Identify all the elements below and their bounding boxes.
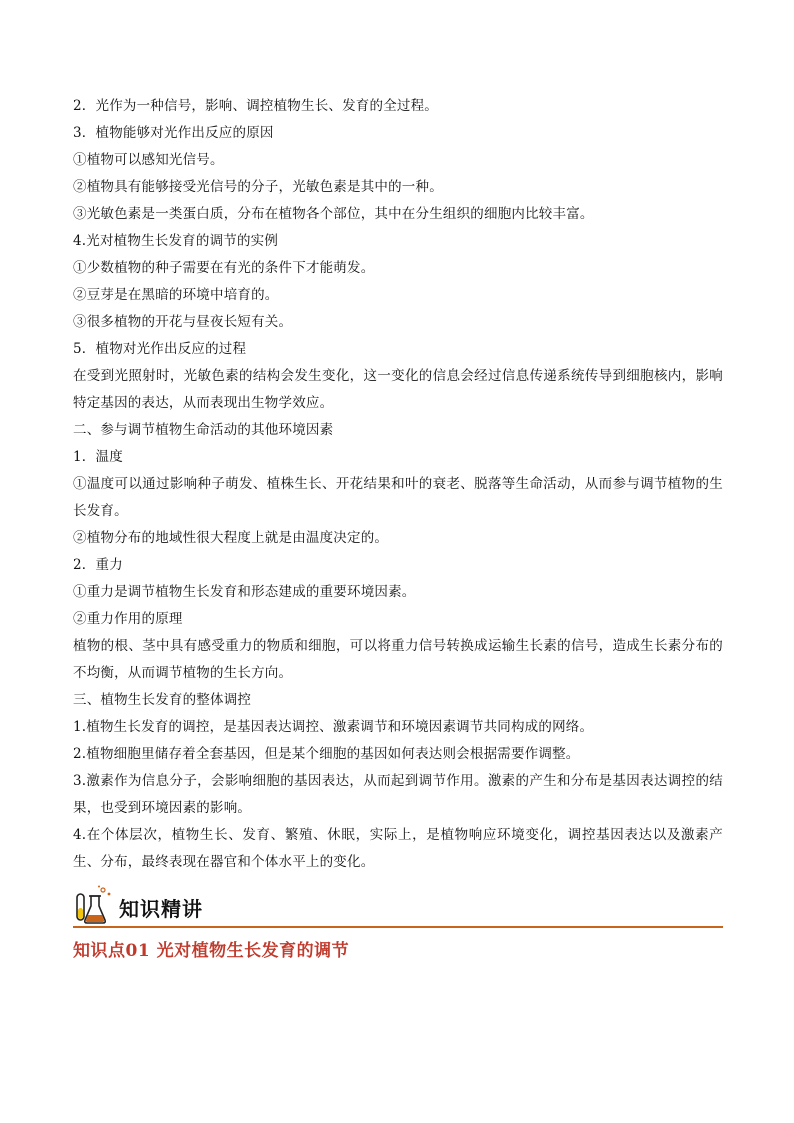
text-line: 5．植物对光作出反应的过程 xyxy=(73,341,247,357)
paragraph-individual: 4.在个体层次，植物生长、发育、繁殖、休眠，实际上，是植物响应环境变化，调控基因表达以及激素产生、分布，最终表现在器官和个体水平上的变化。 xyxy=(73,827,723,870)
page-body xyxy=(73,93,723,876)
text-line: ②植物分布的地域性很大程度上就是由温度决定的。 xyxy=(73,530,389,546)
text-line: ①植物可以感知光信号。 xyxy=(73,152,224,168)
text-line: ①重力是调节植物生长发育和形态建成的重要环境因素。 xyxy=(73,584,416,600)
text-line: 三、植物生长发育的整体调控 xyxy=(73,692,252,708)
text-line: ①少数植物的种子需要在有光的条件下才能萌发。 xyxy=(73,260,375,276)
text-line: ②豆芽是在黑暗的环境中培育的。 xyxy=(73,287,279,303)
text-line: ③光敏色素是一类蛋白质，分布在植物各个部位，其中在分生组织的细胞内比较丰富。 xyxy=(73,206,594,222)
text-line: 4.光对植物生长发育的调节的实例 xyxy=(73,233,279,249)
lab-flask-icon xyxy=(73,884,115,926)
text-line: 2.植物细胞里储存着全套基因，但是某个细胞的基因如何表达则会根据需要作调整。 xyxy=(73,746,580,762)
text-line: ③很多植物的开花与昼夜长短有关。 xyxy=(73,314,293,330)
text-line: 2．光作为一种信号，影响、调控植物生长、发育的全过程。 xyxy=(73,98,438,114)
text-line: ②植物具有能够接受光信号的分子，光敏色素是其中的一种。 xyxy=(73,179,443,195)
section-title: 知识精讲 xyxy=(119,897,203,921)
text-line: ②重力作用的原理 xyxy=(73,611,183,627)
text-line: 2．重力 xyxy=(73,557,123,573)
text-line: 1．温度 xyxy=(73,449,123,465)
text-line: 二、参与调节植物生命活动的其他环境因素 xyxy=(73,422,334,438)
paragraph-light-process: 在受到光照射时，光敏色素的结构会发生变化，这一变化的信息会经过信息传递系统传导到细胞核内，影响特定基因的表达，从而表现出生物学效应。 xyxy=(73,368,723,411)
paragraph-temperature: ①温度可以通过影响种子萌发、植株生长、开花结果和叶的衰老、脱落等生命活动，从而参与调节植物的生长发育。 xyxy=(73,476,723,519)
section-header xyxy=(73,884,723,928)
paragraph-gravity: 植物的根、茎中具有感受重力的物质和细胞，可以将重力信号转换成运输生长素的信号，造成生长素分布的不均衡，从而调节植物的生长方向。 xyxy=(73,638,723,681)
text-line: 1.植物生长发育的调控，是基因表达调控、激素调节和环境因素调节共同构成的网络。 xyxy=(73,719,594,735)
knowledge-point-title: 知识点01 光对植物生长发育的调节 xyxy=(73,941,350,961)
text-line: 3．植物能够对光作出反应的原因 xyxy=(73,125,274,141)
paragraph-hormone: 3.激素作为信息分子，会影响细胞的基因表达，从而起到调节作用。激素的产生和分布是基因表达调控的结果，也受到环境因素的影响。 xyxy=(73,773,723,816)
section-divider xyxy=(73,926,723,928)
